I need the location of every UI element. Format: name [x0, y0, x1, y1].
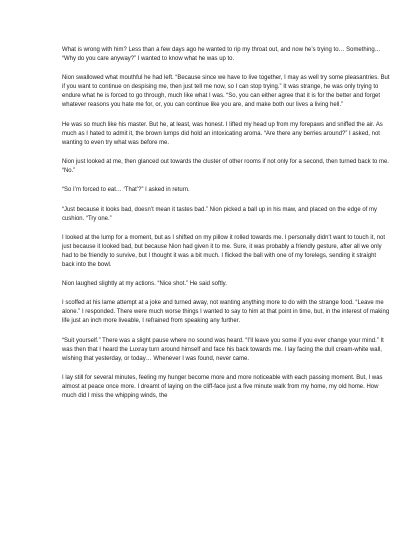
paragraph-9: I scoffed at his lame attempt at a joke and turned away, not wanting anything more to do with the strange food. “Leave me alone.” I responded. There were much worse things I wanted to say to him at that point in time, but, in the interest of making life just an inch more liveable, I refrained from speaking any further.	[62, 300, 390, 325]
paragraph-5: “So I’m forced to eat… ‘That’?” I asked in return.	[62, 187, 190, 194]
paragraph-11: I lay still for several minutes, feeling my hunger become more and more noticeable with each passing moment. But, I was almost at peace once more. I dreamt of laying on the cliff-face just a five minute walk from my home, my old home. How much did I miss the whipping winds, the	[62, 375, 383, 400]
paragraph-10: “Suit yourself.” There was a slight pause where no sound was heard. “I’ll leave you some if you ever change your mind.” It was then that I heard the Luxray turn around himself and face his back towards me. I lay facing the dull cream-white wall, wishing that yesterday, or today… Whenever I was found, never came.	[62, 337, 384, 362]
paragraph-1: What is wrong with him? Less than a few days ago he wanted to rip my throat out, and now he’s trying to… Something… “Why do you care anyway?” I wanted to know what he was up to.	[62, 47, 381, 63]
paragraph-2: Nion swallowed what mouthful he had left. “Because since we have to live together, I may as well try some pleasantries. But if you want to continue on despising me, then just tell me now, so I can stop trying.” It was strange, he was only trying to endure what he is forced to go through, much like what I was. “So, you can either agree that it is for the better and forget whatever reasons you hate me for, or, you can continue like you are, and make both our lives a living hell.”	[62, 75, 390, 109]
paragraph-3: He was so much like his master. But he, at least, was honest. I lifted my head up from my forepaws and sniffed the air. As much as I hated to admit it, the brown lumps did hold an intoxicating aroma. “Are there any berries around?” I asked, not wanting to even try what was before me.	[62, 121, 383, 146]
paragraph-4: Nion just looked at me, then glanced out towards the cluster of other rooms if not only for a second, then turned back to me. “No.”	[62, 158, 389, 175]
paragraph-8: Nion laughed slightly at my actions. “Nice shot.” He said softly.	[62, 281, 227, 288]
paragraph-6: “Just because it looks bad, doesn’t mean it tastes bad.” Nion picked a ball up in his maw, and placed on the edge of my cushion. “Try one.”	[62, 206, 377, 222]
paragraph-7: I looked at the lump for a moment, but as I shifted on my pillow it rolled towards me. I personally didn’t want to touch it, not just because it looked bad, but because Nion had given it to me. Sure, it was probably a friendly gesture, after all we only had to be friendly to survive, but I thought it was a bit much. I flicked the ball with one of my forelegs, sending it straight back into the bowl.	[62, 234, 386, 268]
